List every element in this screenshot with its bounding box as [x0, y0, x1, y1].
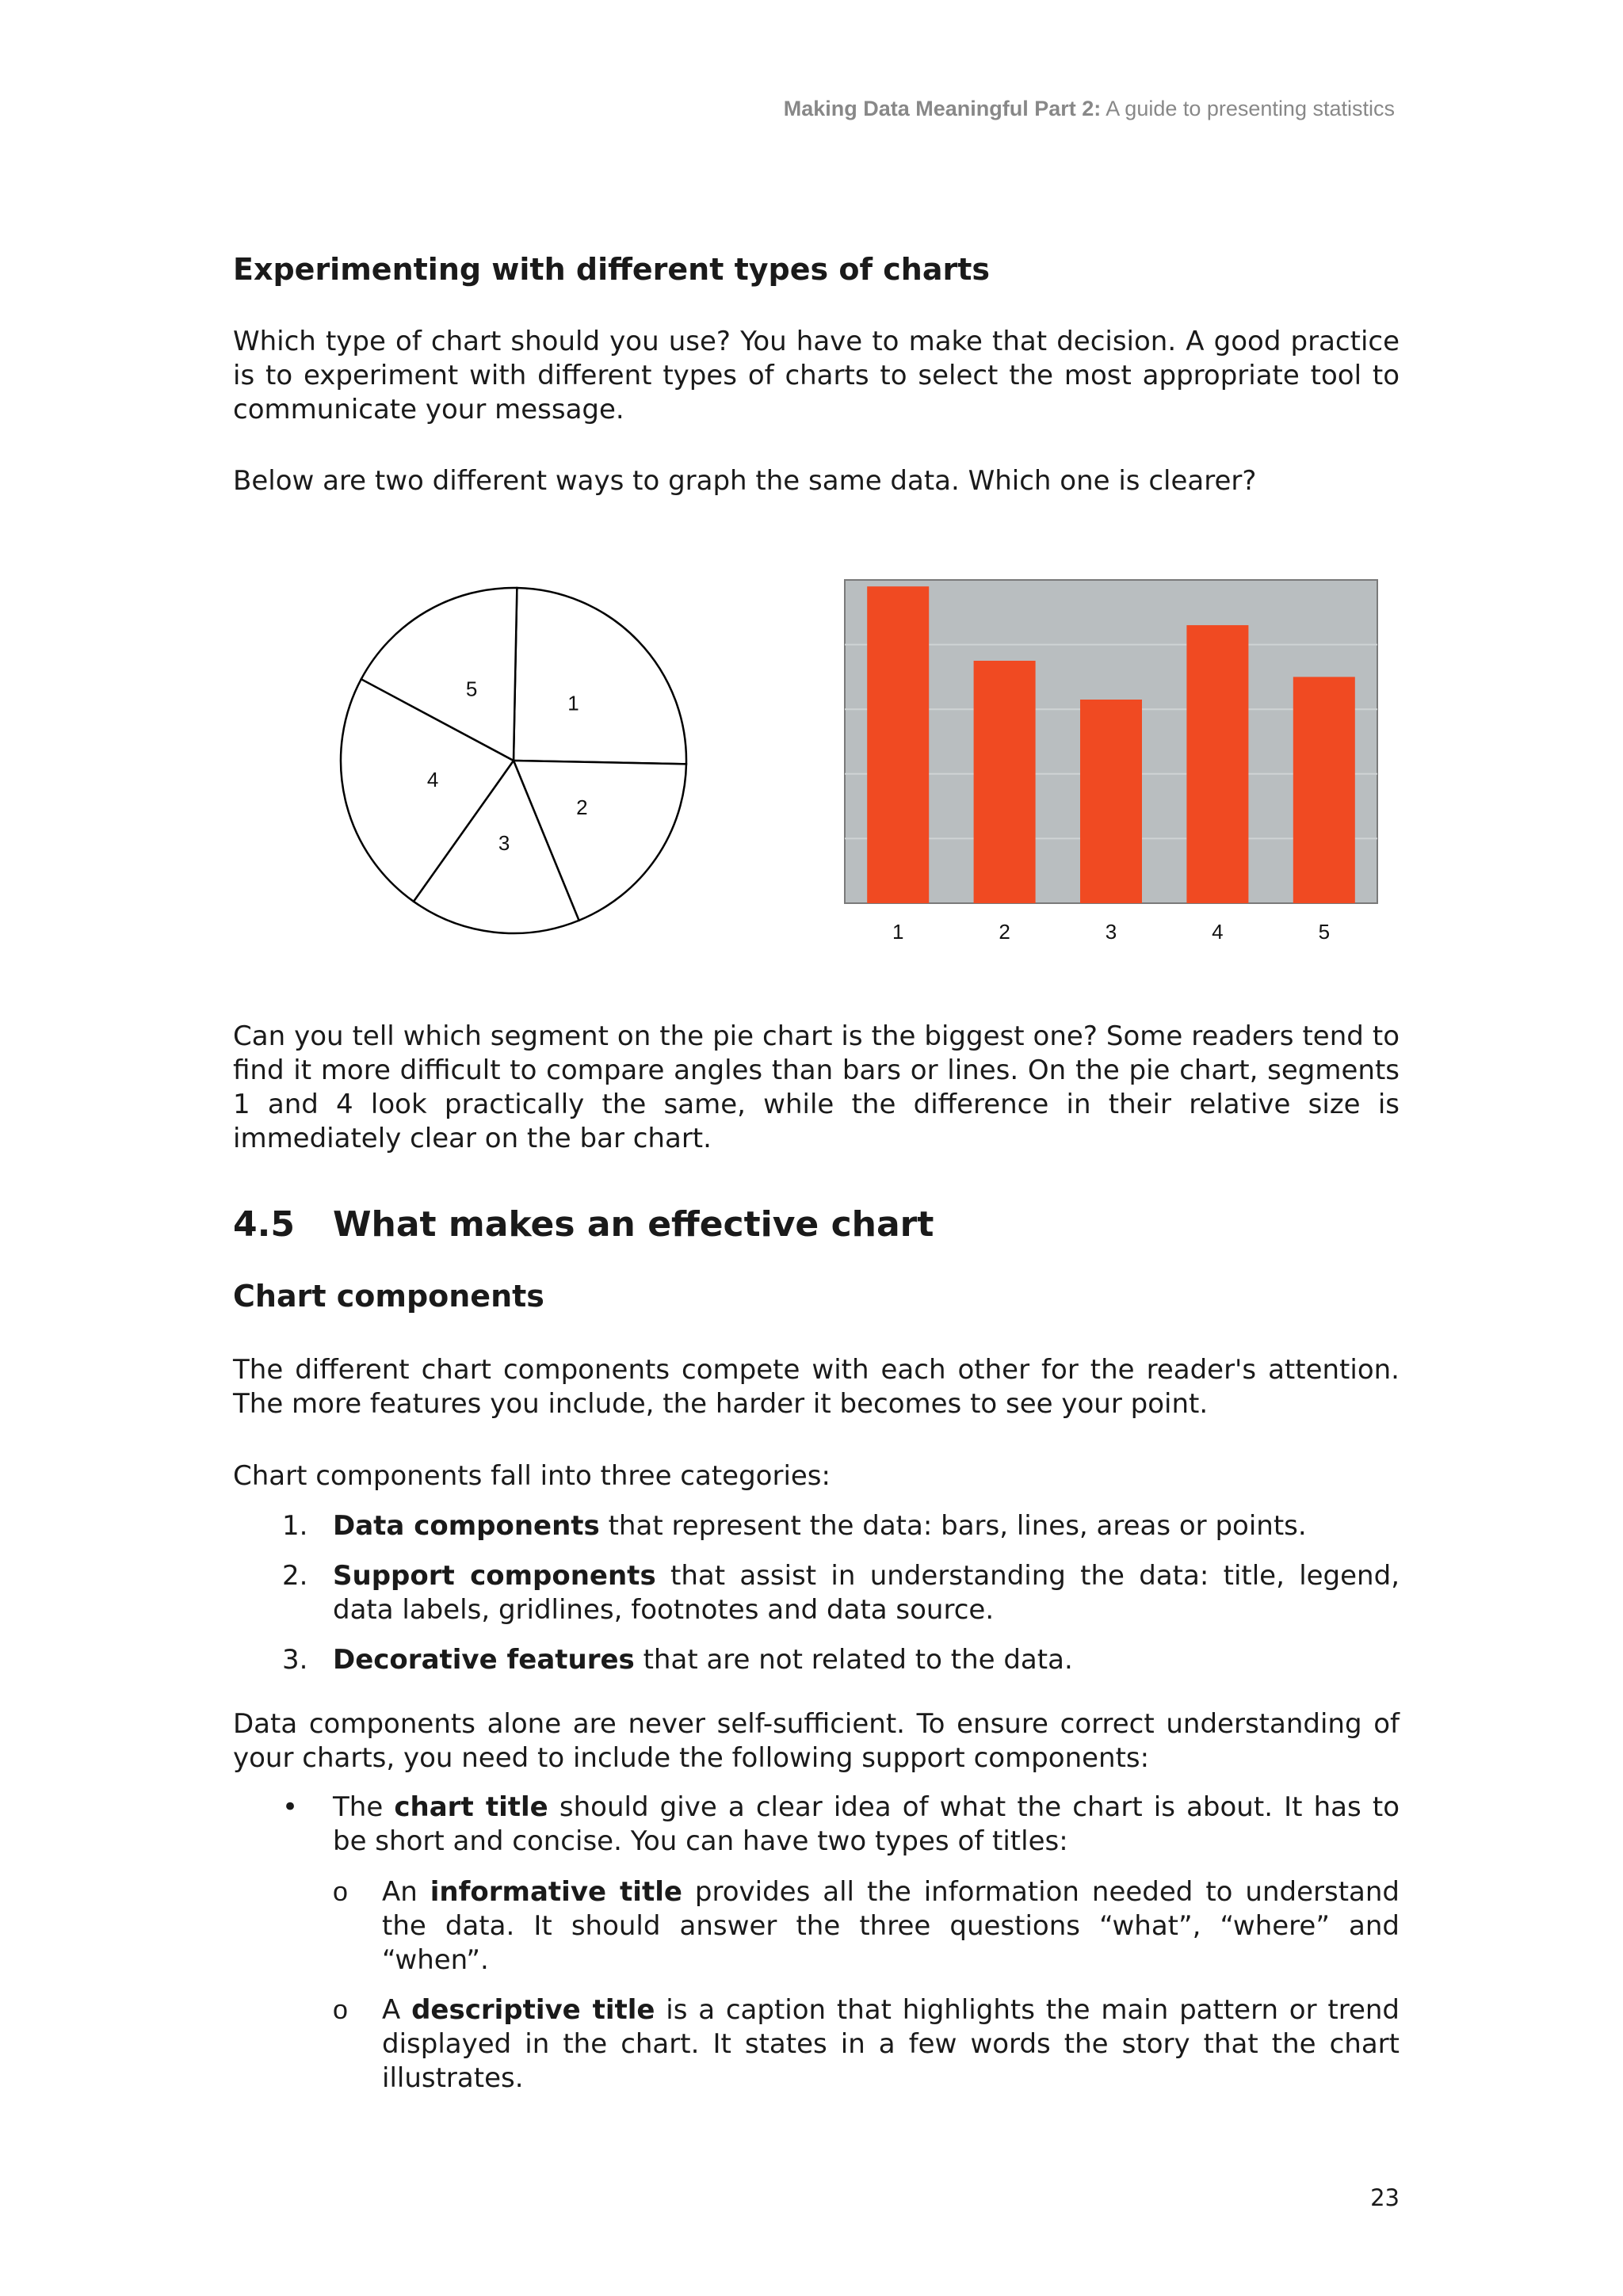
- pie-slice-label: 3: [498, 831, 510, 855]
- header-rest: A guide to presenting statistics: [1101, 97, 1395, 120]
- list-item-text: that are not related to the data.: [634, 1644, 1073, 1676]
- sub-bullet-prefix: An: [382, 1876, 430, 1908]
- categories-paragraph: [233, 1459, 1400, 1493]
- support-paragraph: [233, 1707, 1400, 1775]
- bar-2: [974, 661, 1036, 903]
- bar-4: [1186, 625, 1248, 903]
- pie-slice-label: 1: [567, 691, 579, 715]
- discussion-paragraph: [233, 1020, 1400, 1156]
- components-paragraph-text: The different chart components compete with each other for the reader's attention. The more features you include, the harder it becomes to see your point.: [233, 1354, 1400, 1420]
- circle-bullet-icon: o: [333, 1995, 348, 2025]
- circle-bullet-icon: o: [333, 1877, 348, 1907]
- bar-tick-label: 2: [999, 920, 1010, 944]
- section-title: What makes an effective chart: [333, 1204, 934, 1245]
- list-number: 3.: [282, 1644, 308, 1676]
- bar-tick-label: 5: [1318, 920, 1331, 944]
- list-item-text: that assist in understanding the data: title, legend, data labels, gridlines, footnotes and data source.: [333, 1560, 1400, 1626]
- list-number: 2.: [282, 1560, 308, 1592]
- chart-components-heading: [233, 1277, 1400, 1315]
- list-item-bold: Data components: [333, 1510, 600, 1542]
- sub-bullet-item: [333, 1993, 1400, 2096]
- pie-slice-label: 2: [576, 795, 588, 820]
- bullet-item: [233, 1791, 1400, 1859]
- header-bold: Making Data Meaningful Part 2:: [783, 97, 1102, 120]
- section-heading: [233, 250, 1400, 288]
- sub-bullet-bold: informative title: [430, 1876, 682, 1908]
- intro-paragraph-text: Which type of chart should you use? You have to make that decision. A good practice is to experiment with different types of charts to select the most appropriate tool to communicate your message.: [233, 326, 1400, 425]
- sub-bullet-text: provides all the information needed to understand the data. It should answer the three questions “what”, “where” and “when”.: [382, 1876, 1400, 1976]
- sub-bullet-prefix: A: [382, 1994, 412, 2026]
- pie-chart: [317, 570, 713, 951]
- lead-paragraph: [233, 464, 1400, 498]
- list-item: [233, 1509, 1400, 1543]
- lead-paragraph-text: Below are two different ways to graph the same data. Which one is clearer?: [233, 465, 1257, 497]
- chart-components-heading-text: Chart components: [233, 1279, 544, 1314]
- categories-paragraph-text: Chart components fall into three categories:: [233, 1460, 831, 1492]
- support-paragraph-text: Data components alone are never self-sufficient. To ensure correct understanding of your charts, you need to include the following support components:: [233, 1708, 1400, 1774]
- bar-tick-label: 1: [892, 920, 904, 944]
- discussion-paragraph-text: Can you tell which segment on the pie chart is the biggest one? Some readers tend to find it more difficult to compare angles than bars or lines. On the pie chart, segments 1 and 4 look practically the same, while the difference in their relative size is immediately clear on the bar chart.: [233, 1020, 1400, 1154]
- pie-slice-label: 4: [426, 768, 439, 791]
- section-number: 4.5: [233, 1204, 295, 1245]
- bar-5: [1293, 677, 1355, 903]
- sub-bullet-text: is a caption that highlights the main pattern or trend displayed in the chart. It states in a few words the story that the chart illustrates.: [382, 1994, 1400, 2094]
- pie-slice-label: 5: [465, 677, 478, 701]
- sub-bullet-bold: descriptive title: [411, 1994, 655, 2026]
- pie-slice-1: [514, 588, 686, 764]
- list-item-text: that represent the data: bars, lines, areas or points.: [599, 1510, 1307, 1542]
- list-item-bold: Decorative features: [333, 1644, 635, 1676]
- categories-list: [233, 1509, 1400, 1693]
- bar-tick-label: 4: [1212, 920, 1224, 944]
- bullet-text: should give a clear idea of what the chart is about. It has to be short and concise. You can have two types of titles:: [333, 1791, 1400, 1857]
- bullet-prefix: The: [333, 1791, 395, 1823]
- section-heading-text: Experimenting with different types of charts: [233, 252, 990, 287]
- section-4-5-heading: [233, 1203, 1400, 1246]
- bullet-icon: •: [282, 1791, 299, 1823]
- components-paragraph: [233, 1353, 1400, 1421]
- sub-bullet-item: [333, 1875, 1400, 1978]
- list-item: [233, 1559, 1400, 1627]
- bar-chart: [832, 570, 1403, 951]
- list-item: [233, 1643, 1400, 1677]
- intro-paragraph: [233, 325, 1400, 427]
- bar-tick-label: 3: [1105, 920, 1117, 944]
- running-header: [0, 97, 1395, 121]
- list-number: 1.: [282, 1510, 308, 1542]
- bar-3: [1080, 700, 1142, 903]
- bullet-bold: chart title: [394, 1791, 548, 1823]
- list-item-bold: Support components: [333, 1560, 656, 1592]
- page-number: 23: [1370, 2184, 1400, 2211]
- bar-1: [867, 586, 929, 903]
